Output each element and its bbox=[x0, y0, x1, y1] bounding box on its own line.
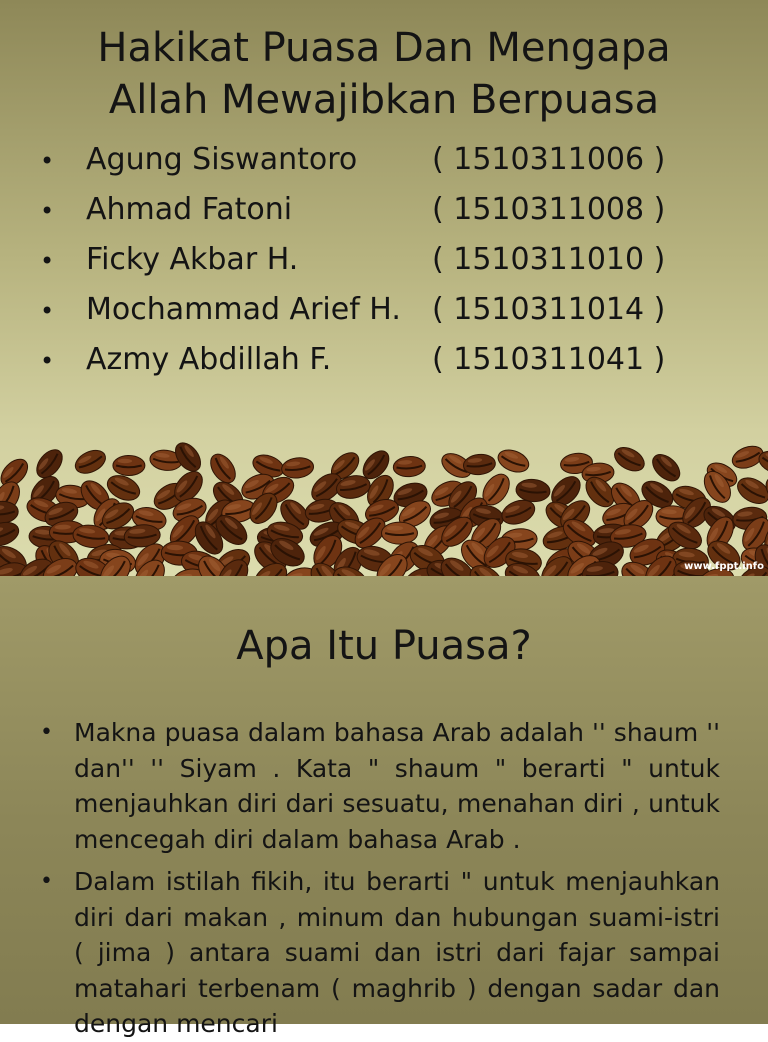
title-line-1: Hakikat Puasa Dan Mengapa bbox=[0, 22, 768, 74]
coffee-beans-illustration bbox=[0, 440, 768, 576]
member-id: ( 1510311041 ) bbox=[432, 340, 665, 380]
member-name: Mochammad Arief H. bbox=[86, 290, 432, 330]
coffee-bean bbox=[611, 443, 649, 476]
coffee-bean bbox=[515, 478, 551, 503]
member-name: Ficky Akbar H. bbox=[86, 240, 432, 280]
paragraph-text: Makna puasa dalam bahasa Arab adalah '' shaum '' dan'' '' Siyam . Kata " shaum " berarti " untuk menjauhkan diri dari sesuatu, menahan diri , untuk mencegah diri dalam bahasa Arab . bbox=[74, 715, 720, 857]
member-item bbox=[40, 190, 665, 240]
member-name: Agung Siswantoro bbox=[86, 140, 432, 180]
bullet-icon: • bbox=[40, 241, 86, 281]
bullet-icon: • bbox=[40, 864, 53, 900]
member-name: Ahmad Fatoni bbox=[86, 190, 432, 230]
slide-1-title bbox=[0, 22, 768, 126]
coffee-bean bbox=[393, 456, 426, 478]
coffee-bean bbox=[495, 446, 532, 477]
member-item bbox=[40, 290, 665, 340]
bullet-paragraph bbox=[40, 715, 720, 857]
coffee-bean bbox=[0, 518, 22, 550]
coffee-bean bbox=[648, 449, 685, 485]
bullet-icon: • bbox=[40, 715, 53, 751]
member-name: Azmy Abdillah F. bbox=[86, 340, 432, 380]
member-item bbox=[40, 340, 665, 390]
paragraph-text: Dalam istilah fikih, itu berarti " untuk menjauhkan diri dari makan , minum dan hubungan suami-istri ( jima ) antara suami dan istri dari fajar sampai matahari terbenam ( maghrib ) dengan sadar dan dengan mencari bbox=[74, 864, 720, 1042]
coffee-bean bbox=[72, 446, 110, 478]
bullet-icon: • bbox=[40, 291, 86, 331]
bullet-paragraph bbox=[40, 864, 720, 1042]
member-id: ( 1510311008 ) bbox=[432, 190, 665, 230]
member-id: ( 1510311006 ) bbox=[432, 140, 665, 180]
slide-2-title: Apa Itu Puasa? bbox=[0, 618, 768, 674]
coffee-bean bbox=[113, 456, 145, 476]
coffee-bean bbox=[281, 456, 315, 480]
bullet-icon: • bbox=[40, 341, 86, 381]
bullet-icon: • bbox=[40, 191, 86, 231]
title-line-2: Allah Mewajibkan Berpuasa bbox=[0, 74, 768, 126]
member-item bbox=[40, 240, 665, 290]
member-item bbox=[40, 140, 665, 190]
member-id: ( 1510311010 ) bbox=[432, 240, 665, 280]
member-id: ( 1510311014 ) bbox=[432, 290, 665, 330]
coffee-bean bbox=[382, 522, 418, 544]
coffee-bean bbox=[733, 473, 768, 509]
credit-text: www.fppt.info bbox=[684, 561, 764, 572]
member-list bbox=[40, 140, 665, 390]
bullet-icon: • bbox=[40, 141, 86, 181]
